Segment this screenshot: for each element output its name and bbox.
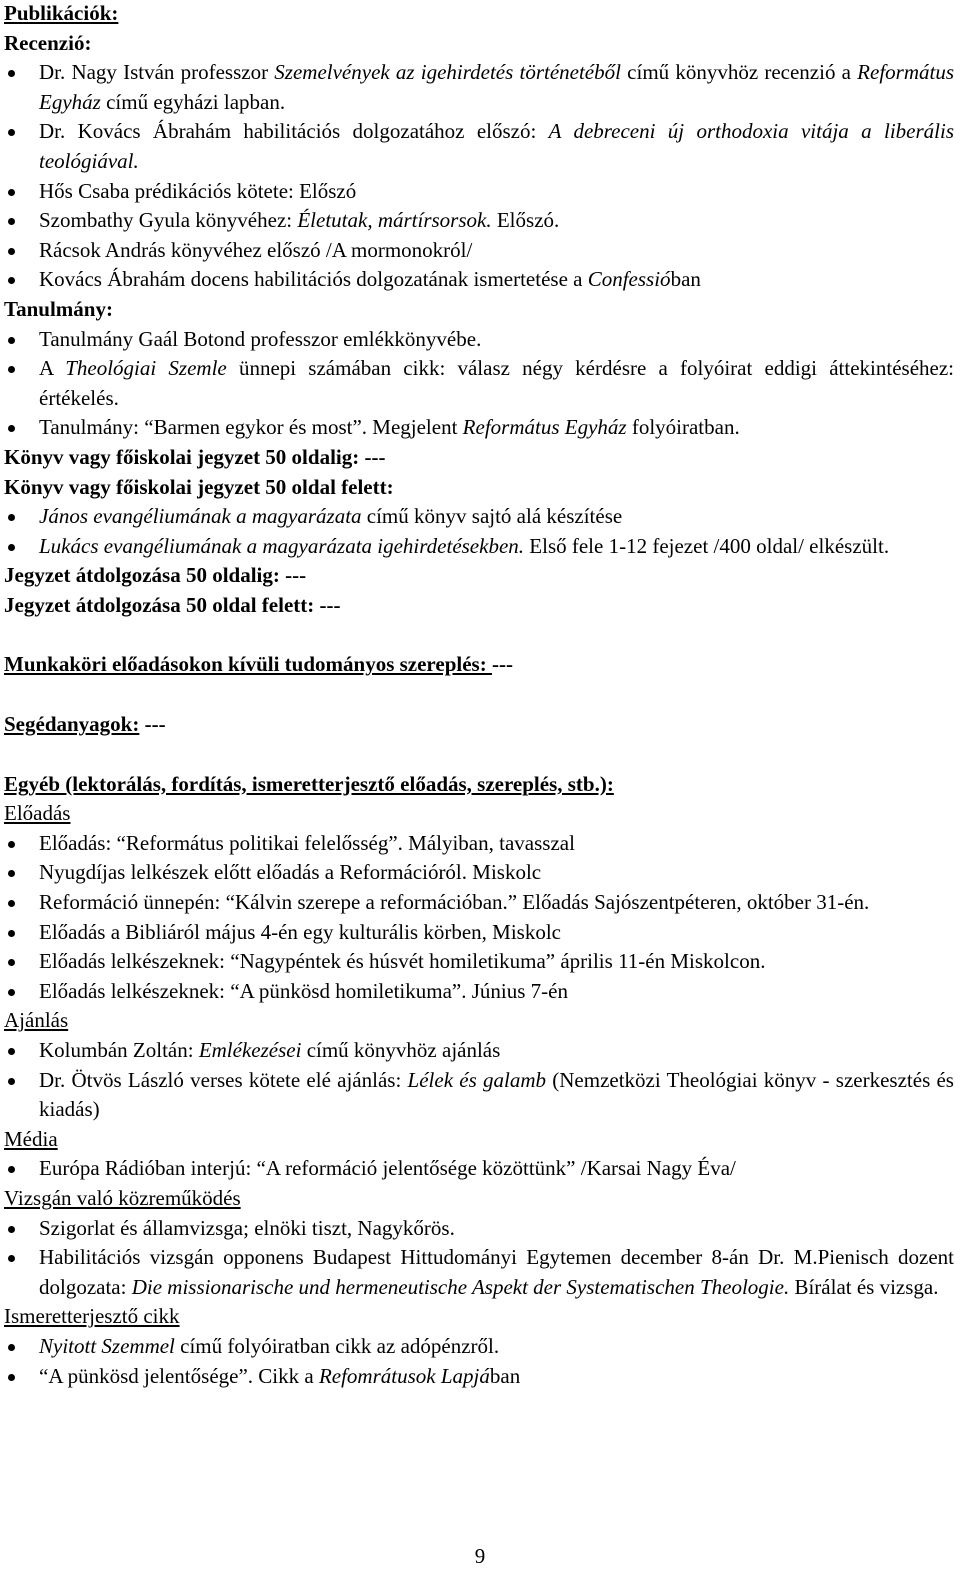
list-item [4, 354, 954, 413]
list-item [4, 1036, 954, 1066]
item-text: Tanulmány: “Barmen egykor és most”. Megjelent [39, 415, 463, 440]
exam-section-title: Vizsgán való közreműködés [4, 1185, 241, 1210]
list-item [4, 1243, 954, 1302]
aids-label: Segédanyagok: [4, 712, 140, 737]
media-section-title: Média [4, 1126, 58, 1151]
study-list [4, 325, 954, 443]
scientific-appearances-label: Munkaköri előadásokon kívüli tudományos szereplés: [4, 652, 492, 677]
list-item [4, 1154, 954, 1184]
list-item [4, 325, 954, 355]
list-item [4, 1214, 954, 1244]
notes-over-50-heading: Jegyzet átdolgozása 50 oldal felett: --- [4, 592, 341, 617]
notes-under-50-heading: Jegyzet átdolgozása 50 oldalig: --- [4, 563, 307, 588]
item-text: Tanulmány Gaál Botond professzor emlékkönyvébe. [39, 326, 482, 351]
item-text: Dr. Ötvös László verses kötete elé ajánlás: [39, 1067, 408, 1092]
study-heading: Tanulmány: [4, 296, 113, 321]
item-text: Dr. Nagy István professzor [39, 60, 275, 85]
list-item [4, 236, 954, 266]
review-list [4, 58, 954, 295]
list-item [4, 888, 954, 918]
item-text: ban [670, 267, 701, 292]
recommendation-section-title: Ajánlás [4, 1008, 69, 1033]
italic-title: Confessió [587, 267, 671, 292]
list-item [4, 177, 954, 207]
list-item [4, 858, 954, 888]
item-text: Előadás lelkészeknek: “Nagypéntek és húsvét homiletikuma” április 11-én Miskolcon. [39, 949, 766, 974]
italic-title: A debreceni új orthodoxia vitája a liberális teológiával. [39, 119, 954, 173]
review-heading: Recenzió: [4, 30, 92, 55]
item-text: Hős Csaba prédikációs kötete: Előszó [39, 178, 357, 203]
item-text: című egyházi lapban. [100, 89, 286, 114]
italic-title: Lukács evangéliumának a magyarázata igehirdetésekben. [39, 533, 525, 558]
list-item [4, 1066, 954, 1125]
item-text: című könyv sajtó alá készítése [361, 504, 623, 529]
item-text: Előadás: “Református politikai felelősség”. Mályiban, tavasszal [39, 830, 575, 855]
item-text: Bírálat és vizsga. [789, 1274, 939, 1299]
item-text: című könyvhöz ajánlás [301, 1038, 501, 1062]
recommendation-list [4, 1036, 954, 1125]
book-over-50-list [4, 502, 954, 561]
list-item [4, 947, 954, 977]
media-list [4, 1154, 954, 1184]
italic-title: Emlékezései [198, 1038, 302, 1062]
item-text: Előadás lelkészeknek: “A pünkösd homiletikuma”. Június 7-én [39, 978, 568, 1003]
lecture-section-title: Előadás [4, 801, 71, 826]
item-text: Előadás a Bibliáról május 4-én egy kulturális körben, Miskolc [39, 919, 561, 944]
item-text: Előszó. [491, 208, 560, 233]
article-section-title: Ismeretterjesztő cikk [4, 1304, 180, 1329]
item-text: (Nemzetközi Theológiai könyv - szerkesztés és kiadás) [39, 1067, 954, 1122]
italic-title: Die missionarische und hermeneutische Aspekt der Systematischen Theologie. [131, 1274, 790, 1299]
list-item [4, 918, 954, 948]
italic-title: Nyitott Szemmel [39, 1333, 175, 1358]
other-heading: Egyéb (lektorálás, fordítás, ismeretterjesztő előadás, szereplés, stb.): [4, 771, 614, 796]
document-page [4, 0, 954, 1391]
item-text: Dr. Kovács Ábrahám habilitációs dolgozatához előszó: [39, 119, 549, 144]
list-item [4, 413, 954, 443]
item-text: Nyugdíjas lelkészek előtt előadás a Reformációról. Miskolc [39, 860, 542, 885]
italic-title: Református Egyház [462, 415, 627, 440]
article-list [4, 1332, 954, 1391]
scientific-appearances-heading [4, 650, 954, 680]
list-item [4, 1362, 954, 1392]
item-text: Kolumbán Zoltán: [39, 1038, 199, 1062]
list-item [4, 829, 954, 859]
item-text: Első fele 1-12 fejezet /400 oldal/ elkészült. [524, 533, 890, 558]
item-text: című folyóiratban cikk az adópénzről. [174, 1333, 500, 1358]
list-item [4, 977, 954, 1007]
item-text: Reformáció ünnepén: “Kálvin szerepe a reformációban.” Előadás Sajószentpéteren, október 31-én. [39, 890, 870, 915]
italic-title: Életutak, mártírsorsok. [297, 208, 492, 233]
aids-heading [4, 710, 954, 740]
italic-title: János evangéliumának a magyarázata [39, 504, 362, 529]
lecture-list [4, 829, 954, 1007]
scientific-appearances-value: --- [491, 652, 513, 677]
item-text: Szigorlat és államvizsga; elnöki tiszt, Nagykőrös. [39, 1215, 455, 1240]
list-item [4, 117, 954, 176]
list-item [4, 206, 954, 236]
item-text: “A pünkösd jelentősége”. Cikk a [39, 1363, 319, 1388]
list-item [4, 1332, 954, 1362]
item-text: Szombathy Gyula könyvéhez: [39, 208, 298, 233]
item-text: A [39, 356, 66, 381]
list-item [4, 502, 954, 532]
italic-title: Theológiai Szemle [65, 356, 227, 381]
item-text: Kovács Ábrahám docens habilitációs dolgozatának ismertetése a [39, 267, 588, 292]
item-text: ban [489, 1363, 521, 1388]
page-number: 9 [474, 1544, 486, 1568]
list-item [4, 58, 954, 117]
item-text: című könyvhöz recenzió a [620, 60, 858, 85]
item-text: Európa Rádióban interjú: “A reformáció jelentősége közöttünk” /Karsai Nagy Éva/ [39, 1156, 736, 1181]
exam-list [4, 1214, 954, 1303]
italic-title: Lélek és galamb [407, 1067, 547, 1092]
list-item [4, 532, 954, 562]
italic-title: Szemelvények az igehirdetés történetéből [274, 60, 621, 85]
book-over-50-heading: Könyv vagy főiskolai jegyzet 50 oldal felett: [4, 474, 394, 499]
item-text: folyóiratban. [626, 415, 740, 440]
italic-title: Református Egyház [39, 60, 954, 114]
book-under-50-heading: Könyv vagy főiskolai jegyzet 50 oldalig: --- [4, 444, 386, 469]
publications-title: Publikációk: [4, 1, 119, 25]
aids-value: --- [139, 712, 166, 737]
item-text: ünnepi számában cikk: válasz négy kérdésre a folyóirat eddigi áttekintéséhez: értékelés. [39, 356, 954, 410]
list-item [4, 265, 954, 295]
item-text: Rácsok András könyvéhez előszó /A mormonokról/ [39, 237, 473, 262]
item-text: Habilitációs vizsgán opponens Budapest Hittudományi Egytemen december 8-án Dr. M.Pienisch dozent dolgozata: [39, 1245, 954, 1299]
italic-title: Refomrátusok Lapjá [318, 1363, 490, 1388]
